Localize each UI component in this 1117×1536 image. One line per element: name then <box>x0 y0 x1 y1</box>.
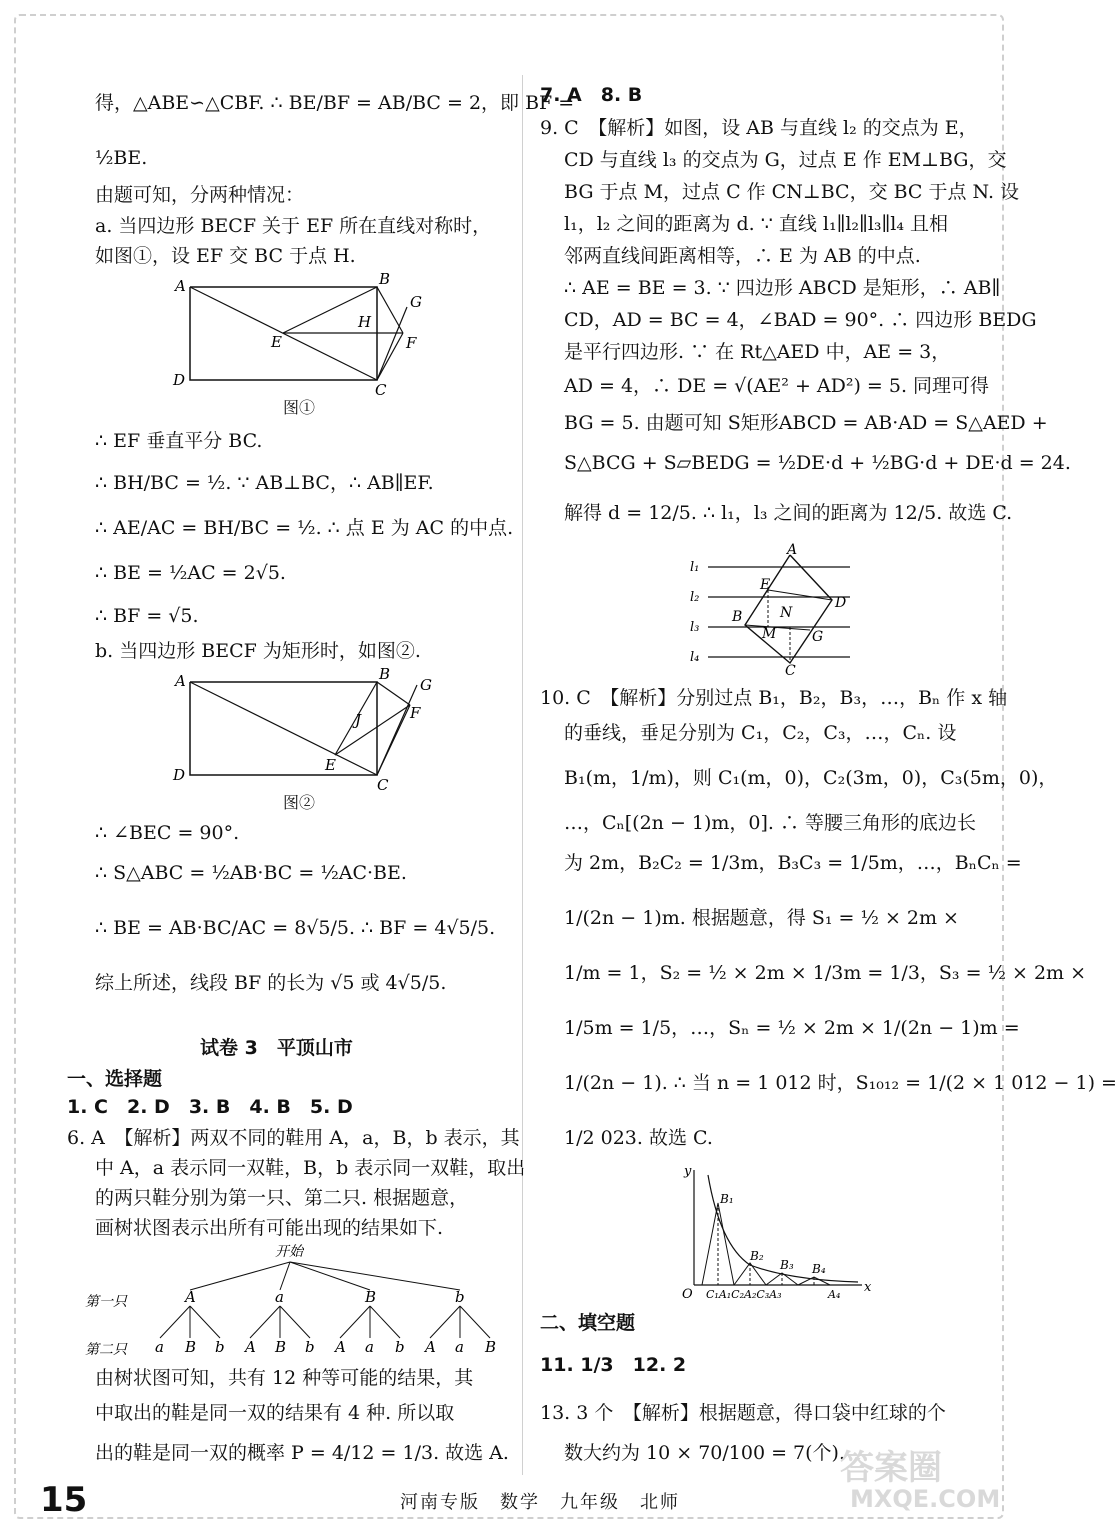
text-line: 得，△ABE∽△CBF. ∴ BE/BF = AB/BC = 2，即 BF = <box>95 92 575 114</box>
text-line: BG 于点 M，过点 C 作 CN⊥BC，交 BC 于点 N. 设 <box>564 181 1020 203</box>
text-line: B₁(m，1/m)，则 C₁(m，0)，C₂(3m，0)，C₃(5m，0)， <box>564 767 1058 789</box>
svg-text:A₄: A₄ <box>828 1288 841 1301</box>
tree-root: 开始 <box>275 1244 303 1260</box>
svg-text:B: B <box>732 609 743 625</box>
text-line: 10. C 【解析】分别过点 B₁，B₂，B₃，…，Bₙ 作 x 轴 <box>540 687 1008 709</box>
svg-text:E: E <box>760 577 771 593</box>
tree-node-level2: b <box>305 1338 315 1356</box>
svg-text:N: N <box>780 605 793 621</box>
tree-node-level2: B <box>275 1338 287 1356</box>
text-line: 13. 3 个 【解析】根据题意，得口袋中红球的个 <box>540 1402 946 1424</box>
svg-text:G: G <box>410 293 422 311</box>
tree-node-level2: b <box>395 1338 405 1356</box>
text-line: CD，AD = BC = 4，∠BAD = 90°. ∴ 四边形 BEDG <box>564 309 1037 331</box>
text-line: ∴ AE/AC = BH/BC = ½. ∴ 点 E 为 AC 的中点. <box>95 517 514 539</box>
svg-text:F: F <box>406 334 417 352</box>
text-line: 1/(2n − 1)m. 根据题意，得 S₁ = ½ × 2m × <box>564 907 959 929</box>
text-line: ∴ AE = BE = 3. ∵ 四边形 ABCD 是矩形，∴ AB∥ <box>564 277 1001 299</box>
text-line: 综上所述，线段 BF 的长为 √5 或 4√5/5. <box>95 972 447 994</box>
svg-text:A: A <box>175 672 186 690</box>
tree-node-level2: B <box>185 1338 197 1356</box>
figure-hyperbola <box>680 1165 870 1300</box>
svg-text:B₄: B₄ <box>812 1262 826 1276</box>
tree-level1-label: 第一只 <box>85 1294 127 1310</box>
text-line: S△BCG + S▱BEDG = ½DE·d + ½BG·d + DE·d = 24. <box>564 452 1071 474</box>
svg-text:C: C <box>377 776 389 794</box>
tree-node-level1: b <box>455 1288 465 1306</box>
svg-text:D: D <box>835 595 847 611</box>
text-line: 1/2 023. 故选 C. <box>564 1127 713 1149</box>
text-line: 由树状图可知，共有 12 种等可能的结果，其 <box>95 1367 474 1389</box>
svg-text:C: C <box>375 381 387 399</box>
tree-node-level2: b <box>215 1338 225 1356</box>
svg-text:G: G <box>812 629 824 645</box>
text-line: 画树状图表示出所有可能出现的结果如下. <box>95 1217 444 1239</box>
text-line: 中 A，a 表示同一双鞋，B，b 表示同一双鞋，取出 <box>95 1157 526 1179</box>
tree-node-level2: A <box>425 1338 436 1356</box>
svg-text:l₂: l₂ <box>690 590 700 605</box>
text-line: ∴ ∠BEC = 90°. <box>95 822 240 844</box>
text-line: ∴ BE = AB·BC/AC = 8√5/5. ∴ BF = 4√5/5. <box>95 917 496 939</box>
text-line: CD 与直线 l₃ 的交点为 G，过点 E 作 EM⊥BG，交 <box>564 149 1007 171</box>
svg-text:x: x <box>864 1280 872 1295</box>
text-line: 邻两直线间距离相等，∴ E 为 AB 的中点. <box>564 245 921 267</box>
section-heading: 一、选择题 <box>67 1068 163 1090</box>
text-line: a. 当四边形 BECF 关于 EF 所在直线对称时， <box>95 215 492 237</box>
figure-parallel-lines <box>690 542 860 679</box>
text-line: 解得 d = 12/5. ∴ l₁，l₃ 之间的距离为 12/5. 故选 C. <box>564 502 1013 524</box>
answer-line: 7. A 8. B <box>540 84 643 106</box>
svg-text:y: y <box>684 1164 692 1179</box>
page-number: 15 <box>40 1480 88 1520</box>
watermark-url: MXQE.COM <box>850 1485 1001 1513</box>
svg-text:l₁: l₁ <box>690 560 700 575</box>
watermark-logo: 答案圈 <box>840 1448 942 1488</box>
svg-text:F: F <box>410 704 421 722</box>
svg-text:D: D <box>173 766 186 784</box>
svg-text:A: A <box>175 277 186 295</box>
text-line: ∴ BE = ½AC = 2√5. <box>95 562 286 584</box>
text-line: b. 当四边形 BECF 为矩形时，如图②. <box>95 640 421 662</box>
svg-text:D: D <box>173 371 186 389</box>
svg-text:E: E <box>325 756 336 774</box>
text-line: BG = 5. 由题可知 S矩形ABCD = AB·AD = S△AED + <box>564 412 1048 434</box>
column-divider <box>522 75 523 1475</box>
figure-1-caption: 图① <box>283 398 316 417</box>
text-line: 6. A 【解析】两双不同的鞋用 A，a，B，b 表示，其 <box>67 1127 520 1149</box>
text-line: …，Cₙ[(2n − 1)m，0]. ∴ 等腰三角形的底边长 <box>564 812 977 834</box>
svg-text:l₃: l₃ <box>690 620 700 635</box>
tree-diagram <box>85 1242 515 1362</box>
svg-text:C₁A₁C₂A₂C₃A₃: C₁A₁C₂A₂C₃A₃ <box>706 1288 782 1301</box>
text-line: 中取出的鞋是同一双的结果有 4 种. 所以取 <box>95 1402 455 1424</box>
tree-node-level1: B <box>365 1288 377 1306</box>
text-line: ∴ S△ABC = ½AB·BC = ½AC·BE. <box>95 862 407 884</box>
text-line: 的垂线，垂足分别为 C₁，C₂，C₃，…，Cₙ. 设 <box>564 722 957 744</box>
text-line: 数大约为 10 × 70/100 = 7(个). <box>564 1442 846 1464</box>
text-line: 1/m = 1，S₂ = ½ × 2m × 1/3m = 1/3，S₃ = ½ × 2m × <box>564 962 1087 984</box>
answer-line: 1. C 2. D 3. B 4. B 5. D <box>67 1096 353 1118</box>
text-line: 由题可知，分两种情况： <box>95 184 305 206</box>
tree-node-level2: A <box>245 1338 256 1356</box>
text-line: l₁，l₂ 之间的距离为 d. ∵ 直线 l₁∥l₂∥l₃∥l₄ 且相 <box>564 213 949 235</box>
text-line: 9. C 【解析】如图，设 AB 与直线 l₂ 的交点为 E， <box>540 117 978 139</box>
svg-text:E: E <box>271 333 282 351</box>
svg-text:B₃: B₃ <box>780 1258 794 1272</box>
tree-node-level1: A <box>185 1288 196 1306</box>
svg-text:B₁: B₁ <box>720 1192 734 1206</box>
tree-node-level2: B <box>485 1338 497 1356</box>
tree-level2-label: 第二只 <box>85 1342 127 1358</box>
svg-text:C: C <box>785 663 796 679</box>
tree-node-level2: a <box>155 1338 164 1356</box>
svg-text:G: G <box>420 676 432 694</box>
tree-node-level2: A <box>335 1338 346 1356</box>
section-heading: 二、填空题 <box>540 1312 636 1334</box>
footer-text: 河南专版 数学 九年级 北师 <box>400 1492 680 1513</box>
text-line: 如图①，设 EF 交 BC 于点 H. <box>95 245 356 267</box>
text-line: 1/5m = 1/5，…，Sₙ = ½ × 2m × 1/(2n − 1)m = <box>564 1017 1020 1039</box>
text-line: 的两只鞋分别为第一只、第二只. 根据题意， <box>95 1187 469 1209</box>
svg-text:B: B <box>379 270 391 288</box>
svg-text:M: M <box>762 626 777 642</box>
text-line: 1/(2n − 1). ∴ 当 n = 1 012 时，S₁₀₁₂ = 1/(2 × 1 012 − 1) = <box>564 1072 1117 1094</box>
svg-text:O: O <box>682 1287 693 1302</box>
text-line: AD = 4，∴ DE = √(AE² + AD²) = 5. 同理可得 <box>564 375 990 397</box>
tree-node-level2: a <box>365 1338 374 1356</box>
text-line: 是平行四边形. ∵ 在 Rt△AED 中，AE = 3， <box>564 341 951 363</box>
tree-node-level1: a <box>275 1288 284 1306</box>
text-line: 出的鞋是同一双的概率 P = 4/12 = 1/3. 故选 A. <box>95 1442 509 1464</box>
svg-text:B₂: B₂ <box>750 1249 764 1263</box>
svg-text:J: J <box>355 711 362 729</box>
text-line: ∴ EF 垂直平分 BC. <box>95 430 263 452</box>
svg-text:A: A <box>787 542 798 558</box>
text-line: 为 2m，B₂C₂ = 1/3m，B₃C₃ = 1/5m，…，BₙCₙ = <box>564 852 1022 874</box>
svg-text:l₄: l₄ <box>690 650 700 665</box>
figure-1 <box>165 270 425 399</box>
exam-title: 试卷 3 平顶山市 <box>200 1037 353 1059</box>
tree-node-level2: a <box>455 1338 464 1356</box>
answer-line: 11. 1/3 12. 2 <box>540 1354 687 1376</box>
svg-text:H: H <box>358 313 372 331</box>
figure-2-caption: 图② <box>283 793 316 812</box>
text-line: ∴ BF = √5. <box>95 605 199 627</box>
text-line: ∴ BH/BC = ½. ∵ AB⊥BC，∴ AB∥EF. <box>95 472 434 494</box>
text-line: ½BE. <box>95 147 148 169</box>
figure-2 <box>165 665 435 794</box>
svg-text:B: B <box>379 665 391 683</box>
